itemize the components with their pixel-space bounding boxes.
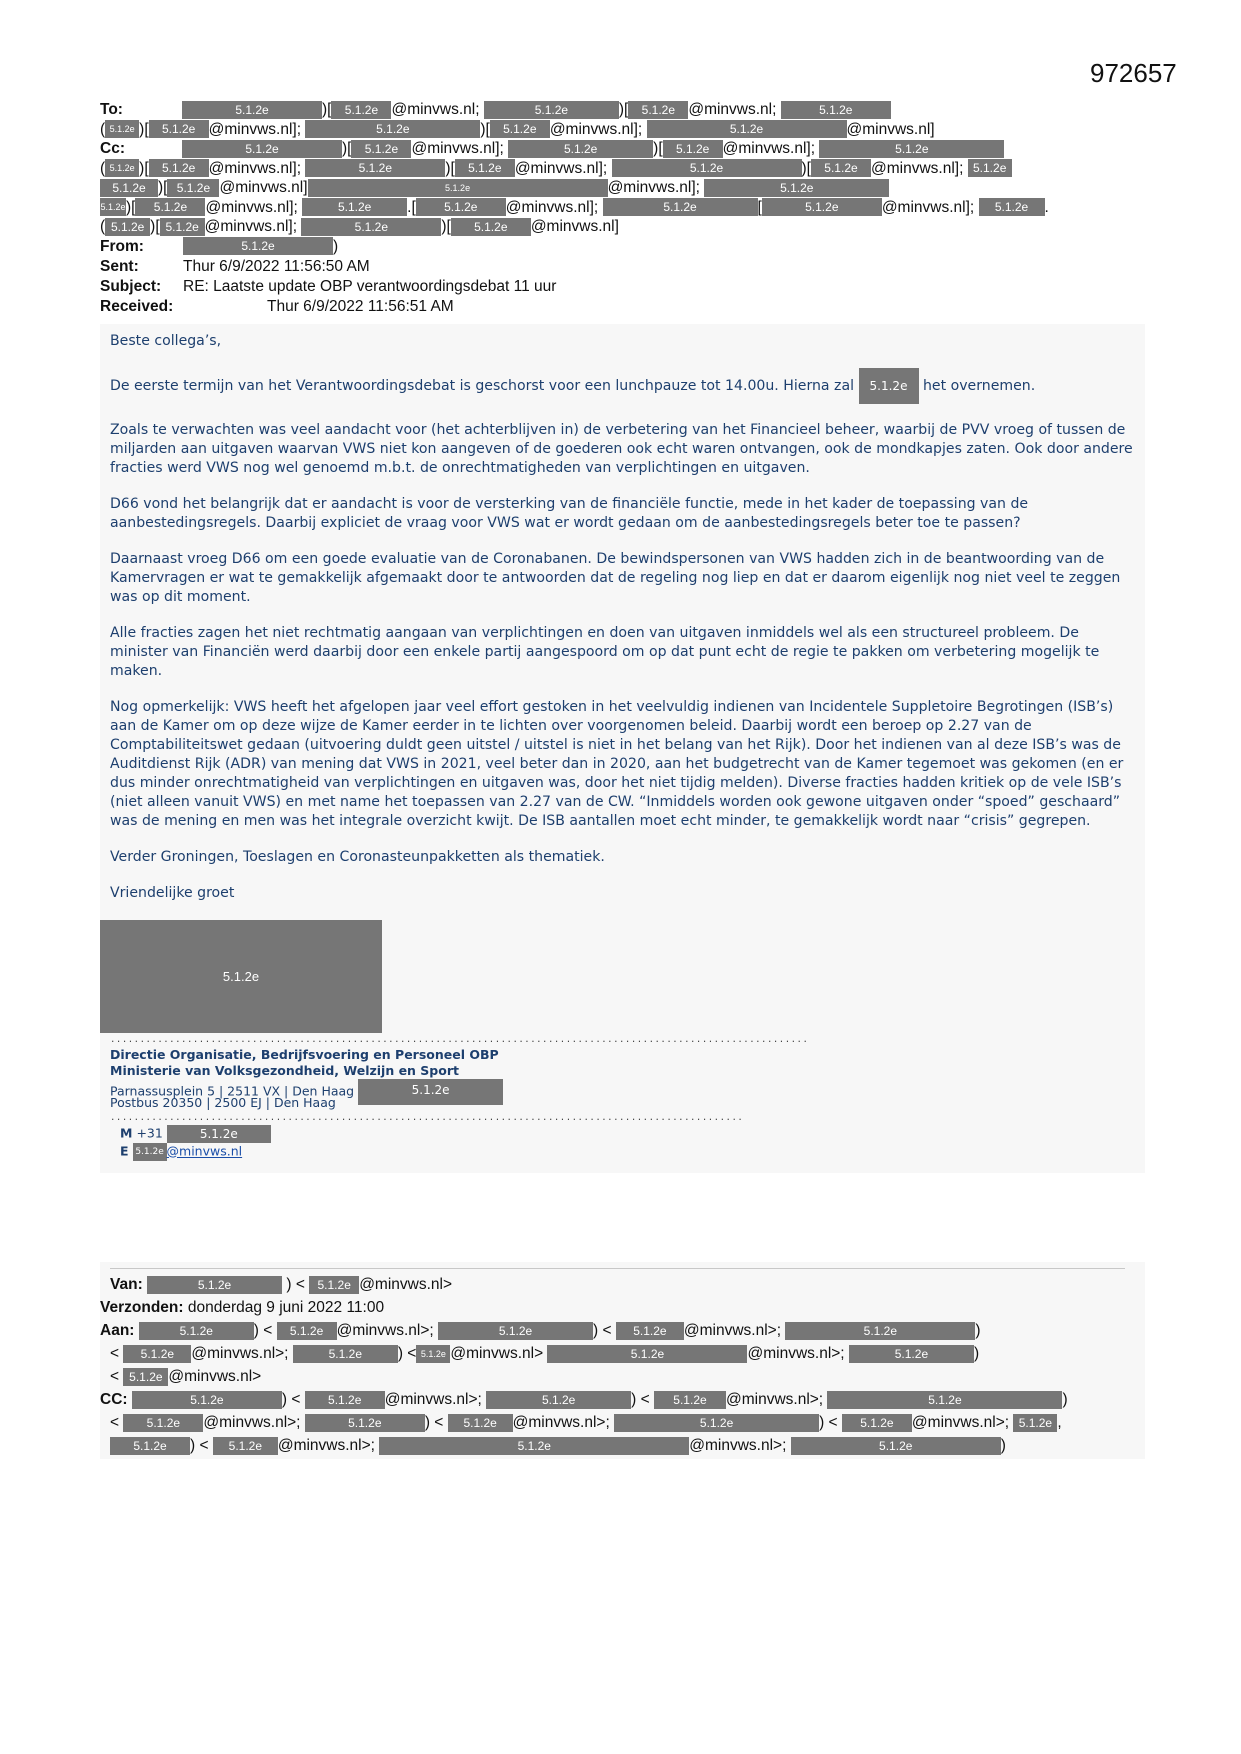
redaction: 5.1.2e <box>167 179 219 197</box>
address: @minvws.nl> <box>168 1368 262 1385</box>
cc-fwd-row-2: < 5.1.2e @minvws.nl>; 5.1.2e ) < 5.1.2e @minvws.nl>; 5.1.2e ) < 5.1.2e @minvws.nl>; 5.1.2e , <box>110 1414 1062 1431</box>
redaction: 5.1.2e <box>416 1345 450 1363</box>
redaction: 5.1.2e <box>819 140 1004 158</box>
redaction: 5.1.2e <box>438 1322 593 1340</box>
redaction: 5.1.2e <box>979 198 1045 216</box>
redaction: 5.1.2e <box>547 1345 747 1363</box>
redaction: 5.1.2e <box>301 218 441 236</box>
redaction: 5.1.2e <box>277 1322 337 1340</box>
email-domain: @minvws.nl <box>607 179 692 196</box>
sent-value: Thur 6/9/2022 11:56:50 AM <box>183 257 370 275</box>
cc-fwd-row-1: CC: 5.1.2e ) < 5.1.2e @minvws.nl>; 5.1.2e ) < 5.1.2e @minvws.nl>; 5.1.2e ) <box>100 1391 1068 1408</box>
redaction: 5.1.2e <box>123 1414 203 1432</box>
subject-row <box>100 277 1140 297</box>
address: @minvws.nl>; <box>277 1437 375 1454</box>
redaction: 5.1.2e <box>139 1322 254 1340</box>
signature-email <box>110 1143 1135 1161</box>
redaction: 5.1.2e <box>486 1391 631 1409</box>
sent-row <box>100 257 1140 277</box>
address: @minvws.nl>; <box>911 1414 1010 1431</box>
e-label: E <box>120 1143 129 1159</box>
email-domain: @minvws.nl <box>219 179 304 196</box>
received-label: Received: <box>100 297 174 315</box>
paragraph-1-start: De eerste termijn van het Verantwoordingsdebat is geschorst voor een lunchpauze tot 14.00u. Hierna zal <box>110 378 855 394</box>
forwarded-header <box>100 1262 1145 1459</box>
signature-ministry: Ministerie van Volksgezondheid, Welzijn en Sport <box>110 1063 459 1078</box>
redaction: 5.1.2e <box>183 237 333 255</box>
redaction: 5.1.2e <box>1013 1414 1057 1432</box>
cc-row-4: 5.1.2e)[ 5.1.2e @minvws.nl]; 5.1.2e .[ 5.1.2e @minvws.nl]; 5.1.2e [ 5.1.2e @minvws.nl]; 5.1.2e . <box>100 198 1049 216</box>
redaction: 5.1.2e <box>100 198 126 216</box>
redaction: 5.1.2e <box>302 198 407 216</box>
redaction: 5.1.2e <box>160 218 205 236</box>
m-prefix: +31 <box>136 1125 163 1141</box>
redaction: 5.1.2e <box>182 140 342 158</box>
signature-mobile <box>110 1125 1135 1143</box>
signature-address-2: Postbus 20350 | 2500 EJ | Den Haag <box>110 1095 336 1110</box>
redaction: 5.1.2e <box>105 120 139 138</box>
received-value: Thur 6/9/2022 11:56:51 AM <box>267 297 454 315</box>
redaction: 5.1.2e <box>105 159 139 177</box>
paragraph-1-end: het overnemen. <box>922 378 1036 394</box>
from-row: From: 5.1.2e ) <box>100 237 339 255</box>
email-header <box>100 100 1140 317</box>
redaction: 5.1.2e <box>968 159 1012 177</box>
cc-fwd-row-3: 5.1.2e ) < 5.1.2e @minvws.nl>; 5.1.2e @minvws.nl>; 5.1.2e ) <box>100 1436 1145 1459</box>
subject-value: RE: Laatste update OBP verantwoordingsdebat 11 uur <box>183 277 557 295</box>
email-domain: @minvws.nl <box>722 140 807 157</box>
paragraph-1 <box>110 368 1135 404</box>
verzonden-row <box>100 1298 1145 1321</box>
redaction: 5.1.2e <box>100 179 158 197</box>
redaction: 5.1.2e <box>811 159 871 177</box>
email-domain: @minvws.nl <box>846 120 931 138</box>
redaction: 5.1.2e <box>358 1079 503 1105</box>
redaction: 5.1.2e <box>451 218 531 236</box>
paragraph-4: Daarnaast vroeg D66 om een goede evaluatie van de Coronabanen. De bewindspersonen van VWS hadden zich in de beantwoording van de Kamervragen er wat te gemakkelijk afgemaakt door te antwoorden dat de regeling nog liep en dat er daarom eigenlijk nog niet veel te zeggen was op dit moment. <box>110 551 1121 605</box>
redaction: 5.1.2e <box>379 1437 689 1455</box>
cc-label: Cc: <box>100 140 125 157</box>
email-domain: @minvws.nl <box>505 198 590 216</box>
redaction: 5.1.2e <box>508 140 653 158</box>
redaction: 5.1.2e <box>105 218 150 236</box>
redaction: 5.1.2e <box>859 368 919 404</box>
email-domain: @minvws.nl <box>881 198 966 216</box>
redaction: 5.1.2e <box>149 159 209 177</box>
redaction: 5.1.2e <box>167 1125 271 1143</box>
van-row: Van: 5.1.2e ) < 5.1.2e @minvws.nl> <box>110 1276 453 1293</box>
redaction: 5.1.2e <box>455 159 515 177</box>
redaction: 5.1.2e <box>448 1414 513 1432</box>
aan-row-3: < 5.1.2e @minvws.nl> <box>110 1368 262 1385</box>
redaction: 5.1.2e <box>762 198 882 216</box>
address: @minvws.nl> <box>359 1276 453 1293</box>
van-label: Van: <box>110 1276 143 1293</box>
address-line: Parnassusplein 5 | 2511 VX | Den Haag <box>110 1083 355 1099</box>
address: @minvws.nl>; <box>384 1391 482 1408</box>
address: @minvws.nl>; <box>203 1414 301 1431</box>
cc-row-2: ( 5.1.2e )[ 5.1.2e @minvws.nl]; 5.1.2e )[ 5.1.2e @minvws.nl]; 5.1.2e )[ 5.1.2e @minvws.nl]; 5.1.2e <box>100 159 1140 179</box>
address: @minvws.nl>; <box>512 1414 610 1431</box>
message-body <box>100 324 1145 1173</box>
verzonden-value: donderdag 9 juni 2022 11:00 <box>187 1299 385 1316</box>
redaction: 5.1.2e <box>612 159 802 177</box>
redaction: 5.1.2e <box>331 101 391 119</box>
redaction: 5.1.2e <box>135 198 205 216</box>
redaction: 5.1.2e <box>309 1276 359 1294</box>
redaction: 5.1.2e <box>603 198 758 216</box>
separator <box>110 1268 1125 1269</box>
address: @minvws.nl>; <box>689 1437 787 1454</box>
email-domain: @minvws.nl <box>208 159 293 177</box>
paragraph-3: D66 vond het belangrijk dat er aandacht is voor de versterking van de financiële functie, mede in het kader de toepassing van de aanbestedingsregels. Daarbij expliciet de vraag voor VWS wat er wordt gedaan om de aanbestedingsregels beter toe te passen? <box>110 496 1029 531</box>
email-domain: @minvws.nl <box>208 120 293 138</box>
email-domain: @minvws.nl <box>870 159 955 177</box>
redaction: 5.1.2e <box>704 179 889 197</box>
email-domain: @minvws.nl <box>530 218 615 235</box>
document-number: 972657 <box>1090 58 1177 88</box>
email-domain: @minvws.nl <box>549 120 634 138</box>
paragraph-7: Verder Groningen, Toeslagen en Coronasteunpakketten als thematiek. <box>110 849 605 865</box>
email-domain: @minvws.nl <box>688 101 773 118</box>
redaction: 5.1.2e <box>781 101 891 119</box>
redaction: 5.1.2e <box>132 1391 282 1409</box>
cc-row-1: Cc: 5.1.2e )[ 5.1.2e @minvws.nl]; 5.1.2e )[ 5.1.2e @minvws.nl]; 5.1.2e <box>100 139 1140 159</box>
address: @minvws.nl>; <box>725 1391 824 1408</box>
closing: Vriendelijke groet <box>110 885 235 901</box>
redaction: 5.1.2e <box>305 1391 385 1409</box>
cc-row-5: ( 5.1.2e )[ 5.1.2e @minvws.nl]; 5.1.2e )[ 5.1.2e @minvws.nl] <box>100 218 619 235</box>
email-domain: @minvws.nl <box>391 101 476 118</box>
redaction: 5.1.2e <box>305 120 480 138</box>
verzonden-label: Verzonden: <box>100 1299 184 1316</box>
email-link[interactable]: @minvws.nl <box>166 1143 243 1159</box>
redaction: 5.1.2e <box>849 1345 974 1363</box>
address: @minvws.nl> <box>450 1345 544 1362</box>
m-label: M <box>120 1125 133 1141</box>
redaction: 5.1.2e <box>110 1437 190 1455</box>
redaction: 5.1.2e <box>305 159 445 177</box>
redaction: 5.1.2e <box>416 198 506 216</box>
redaction: 5.1.2e <box>616 1322 684 1340</box>
redaction: 5.1.2e <box>147 1276 282 1294</box>
redaction: 5.1.2e <box>213 1437 278 1455</box>
divider: ...................................................................................................................... <box>110 1035 809 1045</box>
paragraph-6: Nog opmerkelijk: VWS heeft het afgelopen jaar veel effort gestoken in het veelvuldig indienen van Incidentele Suppletoire Begrotingen (ISB’s) aan de Kamer om op deze wijze de Kamer eerder in te lichten over voorgenomen beleid. Daarbij wordt een beroep op 2.27 van de Comptabiliteitswet gedaan (uitvoering duldt geen uitstel / uitstel is niet in het belang van het Rijk). Door het indienen van al deze ISB’s was de Auditdienst Rijk (ADR) van mening dat VWS in 2021, veel beter dan in 2020, aan het budgetrecht van de Kamer tegemoet was gekomen (en er dus minder onrechtmatigheid van verplichtingen en uitgaven was, door het niet tijdig melden). Diverse fracties hadden kritiek op de vele ISB’s (niet alleen vanuit VWS) en met name het toepassen van 2.27 van de CW. “Inmiddels worden ook gewone uitgaven onder “spoed” geschaard” was de mening en men was het integrale overzicht kwijt. De ISB aantallen moet echt minder, te gemakkelijk wordt naar “crisis” gegrepen. <box>110 699 1124 829</box>
redaction: 5.1.2e <box>654 1391 726 1409</box>
redaction: 5.1.2e <box>484 101 619 119</box>
sent-label: Sent: <box>100 257 139 275</box>
aan-label: Aan: <box>100 1322 135 1339</box>
from-label: From: <box>100 237 144 255</box>
cc-row-3: 5.1.2e )[ 5.1.2e @minvws.nl] 5.1.2e @minvws.nl]; 5.1.2e <box>100 178 1140 198</box>
paragraph-5: Alle fracties zagen het niet rechtmatig aangaan van verplichtingen en doen van uitgaven inmiddels wel als een structureel probleem. De minister van Financiën werd daarbij door een enkele partij aangespoord om op dat punt echt de regie te pakken om verbetering mogelijk te maken. <box>110 625 1100 679</box>
signature-redaction: 5.1.2e <box>100 920 382 1033</box>
redaction: 5.1.2e <box>791 1437 1001 1455</box>
redaction: 5.1.2e <box>308 179 608 197</box>
redaction: 5.1.2e <box>182 101 322 119</box>
address: @minvws.nl>; <box>747 1345 845 1362</box>
redaction: 5.1.2e <box>490 120 550 138</box>
redaction: 5.1.2e <box>785 1322 975 1340</box>
email-domain: @minvws.nl <box>411 140 496 157</box>
redaction: 5.1.2e <box>305 1414 425 1432</box>
redaction: 5.1.2e <box>842 1414 912 1432</box>
redaction: 5.1.2e <box>827 1391 1062 1409</box>
redaction: 5.1.2e <box>628 101 688 119</box>
redaction: 5.1.2e <box>293 1345 398 1363</box>
redaction: 5.1.2e <box>351 140 411 158</box>
redaction: 5.1.2e <box>123 1345 191 1363</box>
to-label: To: <box>100 101 123 118</box>
signature-dept: Directie Organisatie, Bedrijfsvoering en Personeel OBP <box>110 1047 499 1062</box>
paragraph-2: Zoals te verwachten was veel aandacht voor (het achterblijven in) de verbetering van het Financieel beheer, waarbij de PVV vroeg of tussen de miljarden aan uitgaven waarvan VWS niet kon aangeven of de goederen ook echt waren ontvangen, ook de mondkapjes zaten. Ook door andere fracties werd VWS nog wel genoemd m.b.t. de onrechtmatigheden van verplichtingen en uitgaven. <box>110 422 1133 476</box>
redaction: 5.1.2e <box>123 1368 168 1386</box>
email-domain: @minvws.nl <box>205 198 290 216</box>
address: @minvws.nl>; <box>683 1322 782 1339</box>
redaction: 5.1.2e <box>133 1143 167 1161</box>
received-row <box>100 297 1140 317</box>
email-domain: @minvws.nl <box>514 159 599 177</box>
redaction: 5.1.2e <box>149 120 209 138</box>
aan-row-2: < 5.1.2e @minvws.nl>; 5.1.2e ) < 5.1.2e @minvws.nl> 5.1.2e @minvws.nl>; 5.1.2e ) <box>110 1345 980 1362</box>
greeting: Beste collega’s, <box>110 333 222 349</box>
email-domain: @minvws.nl <box>204 218 289 235</box>
address: @minvws.nl>; <box>336 1322 434 1339</box>
redaction: 5.1.2e <box>647 120 847 138</box>
redaction: 5.1.2e <box>663 140 723 158</box>
cc-fwd-label: CC: <box>100 1391 128 1408</box>
to-row-1: To: 5.1.2e )[ 5.1.2e @minvws.nl; 5.1.2e )[ 5.1.2e @minvws.nl; 5.1.2e <box>100 100 1140 120</box>
aan-row-1: Aan: 5.1.2e ) < 5.1.2e @minvws.nl>; 5.1.2e ) < 5.1.2e @minvws.nl>; 5.1.2e ) <box>100 1322 981 1339</box>
to-row-2: ( 5.1.2e )[ 5.1.2e @minvws.nl]; 5.1.2e )[ 5.1.2e @minvws.nl]; 5.1.2e @minvws.nl] <box>100 120 935 138</box>
address: @minvws.nl>; <box>191 1345 289 1362</box>
divider: ........................................................................................................... <box>110 1113 744 1123</box>
redaction: 5.1.2e <box>614 1414 819 1432</box>
subject-label: Subject: <box>100 277 162 295</box>
